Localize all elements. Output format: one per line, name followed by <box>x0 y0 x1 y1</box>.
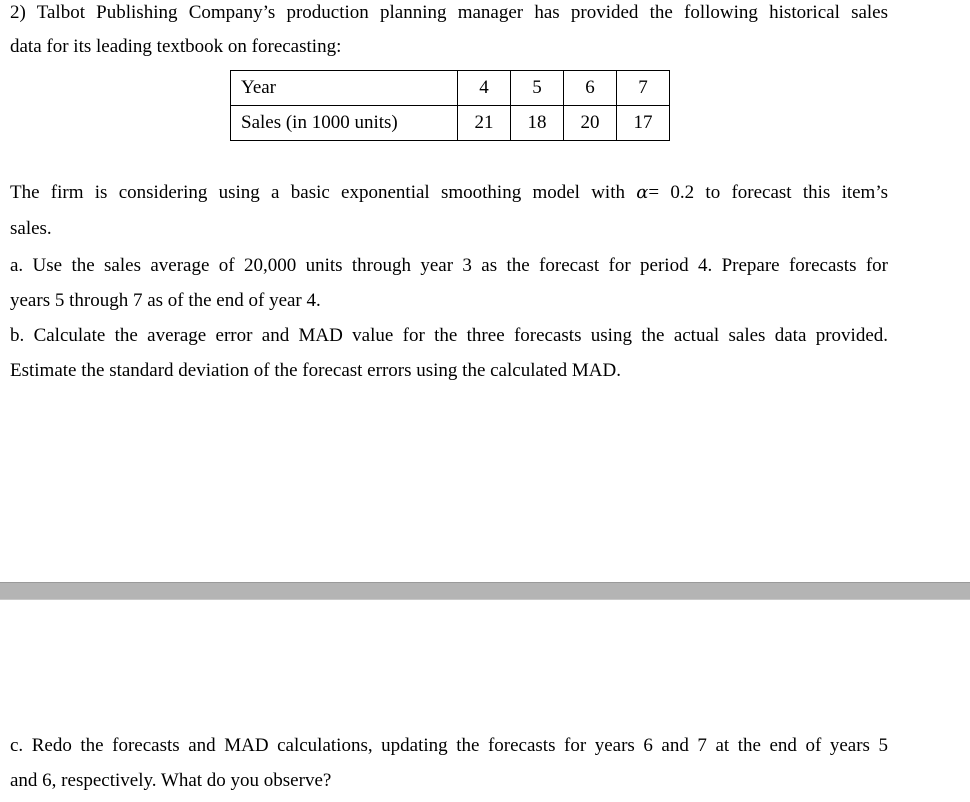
table-row-label: Year <box>231 71 458 106</box>
paragraph-line-1 <box>10 182 888 204</box>
table-cell: 4 <box>458 71 511 106</box>
part-b-line-2: Estimate the standard deviation of the forecast errors using the calculated MAD. <box>10 360 621 381</box>
intro-line-2: data for its leading textbook on forecasting: <box>10 36 342 57</box>
table-row-year <box>231 71 670 106</box>
intro-line-1: 2) Talbot Publishing Company’s production planning manager has provided the following historical sales <box>10 2 888 23</box>
table-cell: 5 <box>511 71 564 106</box>
part-c-line-1: c. Redo the forecasts and MAD calculations, updating the forecasts for years 6 and 7 at the end of years 5 <box>10 735 888 756</box>
table-cell: 17 <box>617 106 670 141</box>
paragraph-text-after: = 0.2 to forecast this item’s <box>648 182 889 203</box>
table-cell: 20 <box>564 106 617 141</box>
table-cell: 7 <box>617 71 670 106</box>
table-cell: 18 <box>511 106 564 141</box>
paragraph-line-2: sales. <box>10 218 52 239</box>
sales-data-table <box>230 70 670 141</box>
page-divider <box>0 582 970 600</box>
part-b-line-1: b. Calculate the average error and MAD value for the three forecasts using the actual sales data provided. <box>10 325 888 346</box>
table-cell: 6 <box>564 71 617 106</box>
table-row-label: Sales (in 1000 units) <box>231 106 458 141</box>
table-row-sales <box>231 106 670 141</box>
part-a-line-2: years 5 through 7 as of the end of year 4. <box>10 290 321 311</box>
part-c-line-2: and 6, respectively. What do you observe? <box>10 770 332 791</box>
paragraph-text-before: The firm is considering using a basic exponential smoothing model with <box>10 182 625 203</box>
table-cell: 21 <box>458 106 511 141</box>
part-a-line-1: a. Use the sales average of 20,000 units through year 3 as the forecast for period 4. Prepare forecasts for <box>10 255 888 276</box>
alpha-symbol: α <box>636 182 649 203</box>
